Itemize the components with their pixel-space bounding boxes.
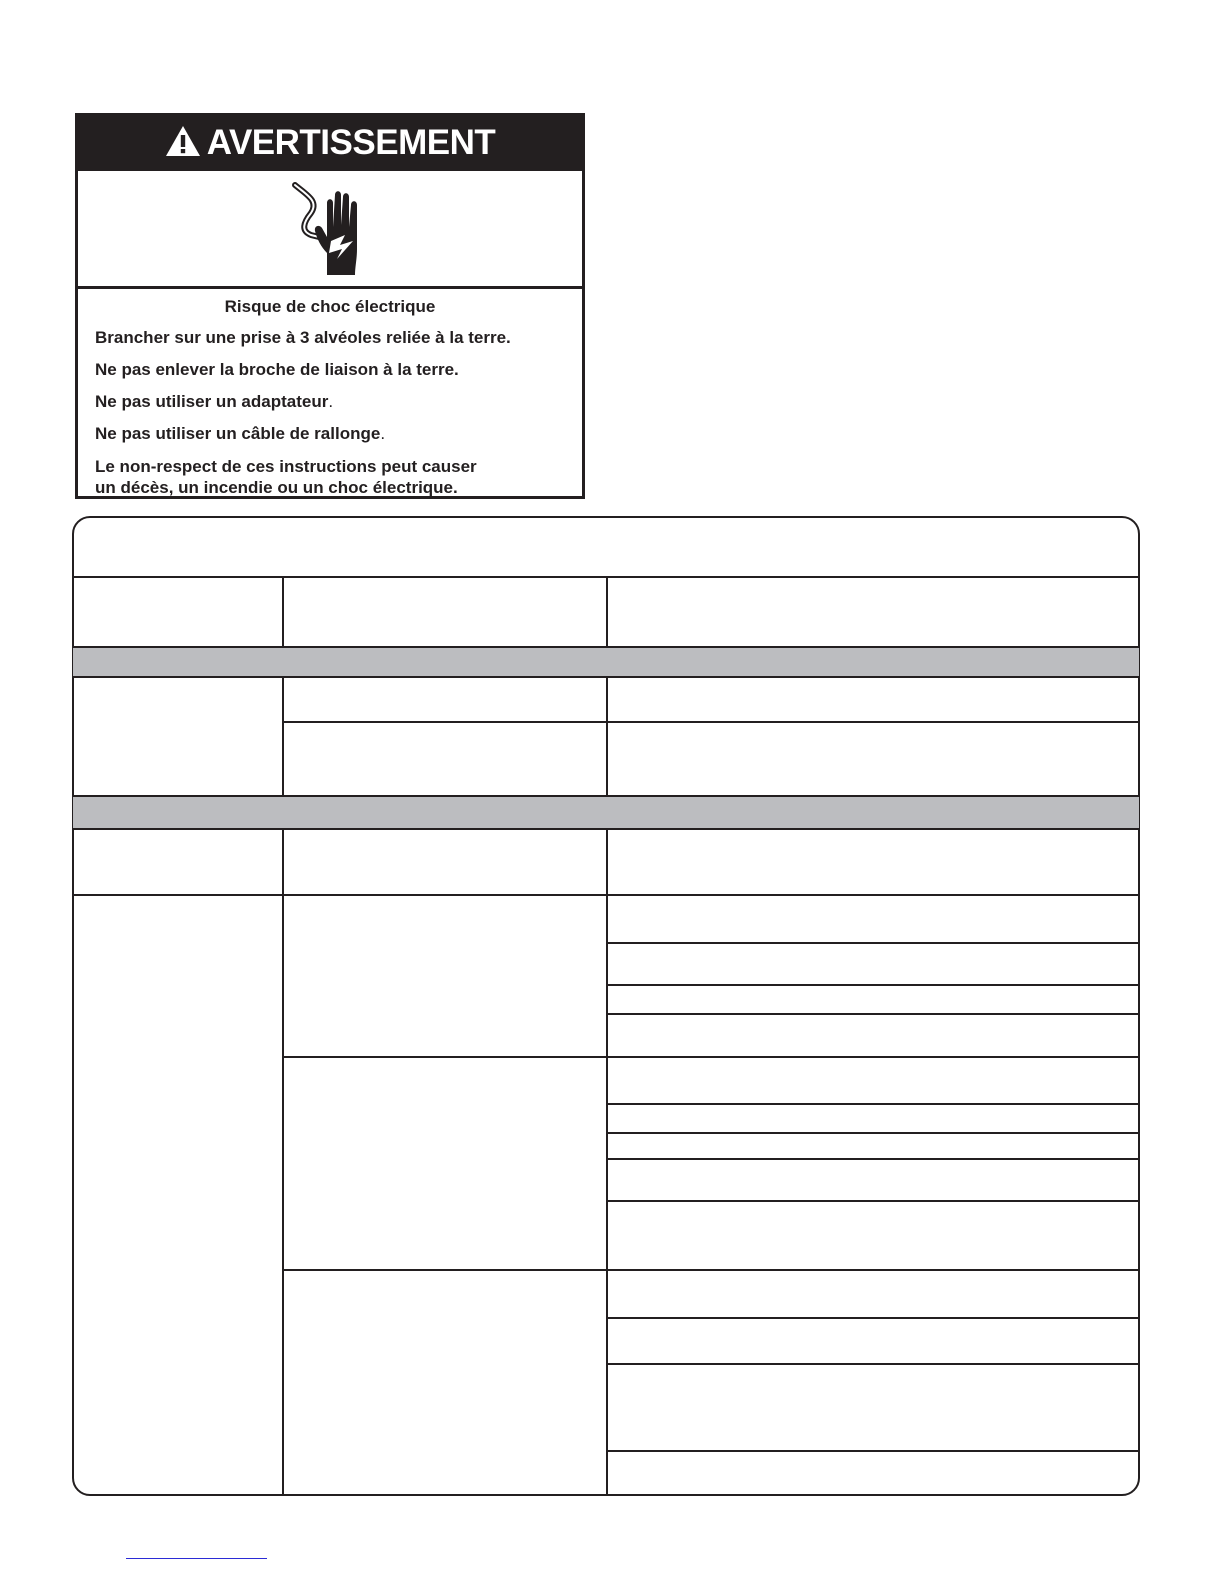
row-divider — [607, 984, 1139, 986]
column-divider-1 — [282, 677, 284, 797]
warning-label — [75, 113, 585, 499]
instruction-4-text: Ne pas utiliser un câble de rallonge — [95, 424, 381, 443]
consequence — [95, 456, 582, 498]
row-divider — [607, 1200, 1139, 1202]
instruction-3-text: Ne pas utiliser un adaptateur — [95, 392, 329, 411]
row-divider — [607, 1158, 1139, 1160]
warning-signal-word: AVERTISSEMENT — [206, 122, 496, 162]
instruction-4 — [95, 424, 582, 444]
instruction-3 — [95, 392, 582, 412]
column-divider-2 — [606, 677, 608, 797]
column-divider-2 — [606, 577, 608, 648]
row-divider — [607, 1450, 1139, 1452]
row-divider — [607, 1103, 1139, 1105]
row-divider — [283, 1056, 1139, 1058]
row-divider — [607, 1317, 1139, 1319]
row-divider — [283, 721, 1139, 723]
warning-text — [78, 289, 582, 498]
row-divider — [283, 1269, 1139, 1271]
instruction-4-period: . — [380, 424, 386, 443]
row-divider — [607, 1363, 1139, 1365]
column-divider-1 — [282, 577, 284, 648]
instruction-3-period: . — [328, 392, 334, 411]
consequence-line-2: un décès, un incendie ou un choc électrique. — [95, 478, 458, 497]
consequence-line-1: Le non-respect de ces instructions peut causer — [95, 457, 477, 476]
row-divider — [607, 942, 1139, 944]
column-divider-2 — [606, 829, 608, 1495]
row-divider — [607, 1013, 1139, 1015]
link-underline[interactable] — [126, 1558, 267, 1559]
warning-triangle-icon — [165, 125, 201, 157]
section-band-2 — [73, 797, 1139, 828]
section-band-1 — [73, 648, 1139, 676]
warning-header — [78, 116, 582, 168]
instruction-1: Brancher sur une prise à 3 alvéoles reliée à la terre. — [95, 328, 511, 347]
hazard-title: Risque de choc électrique — [224, 297, 436, 316]
row-divider — [607, 1132, 1139, 1134]
column-divider-1 — [282, 829, 284, 1495]
electric-shock-hand-icon — [285, 179, 375, 279]
warning-pictogram-area — [78, 168, 582, 289]
instruction-2: Ne pas enlever la broche de liaison à la terre. — [95, 360, 459, 379]
